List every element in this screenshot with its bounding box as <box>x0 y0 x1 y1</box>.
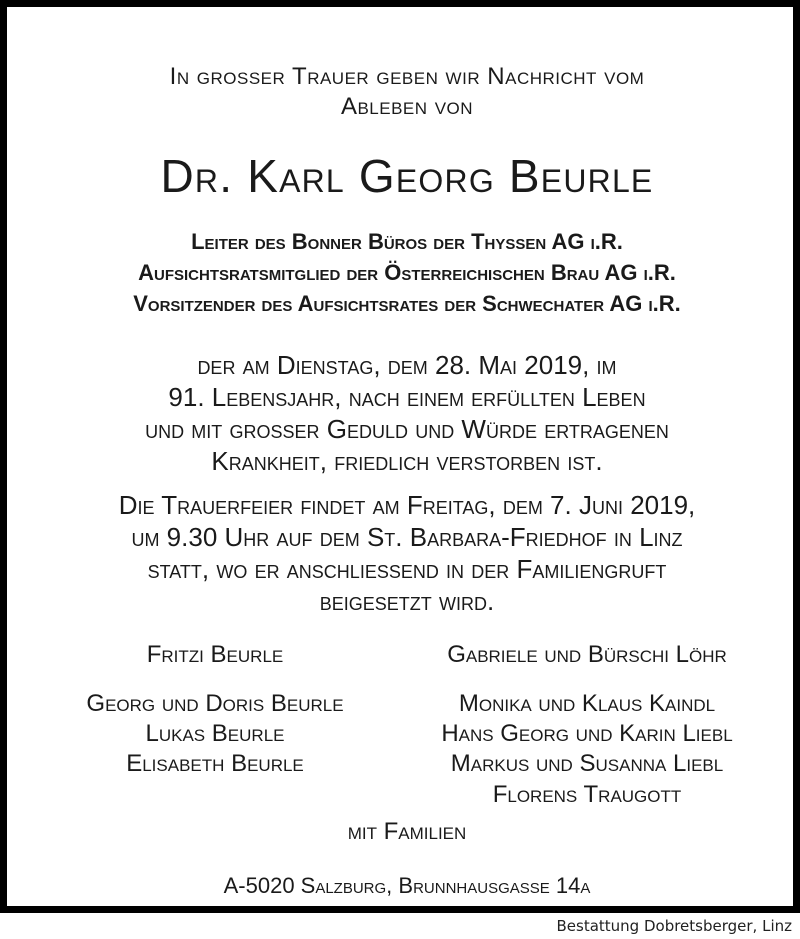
address: A-5020 Salzburg, Brunnhausgasse 14a <box>223 873 591 898</box>
death-notice-line-2: 91. Lebensjahr, nach einem erfüllten Leben <box>168 382 646 412</box>
intro-line-1: In grosser Trauer geben wir Nachricht vom <box>169 63 645 90</box>
mourner-right-4: Florens Traugott <box>492 781 682 808</box>
funeral-notice-line-4: beigesetzt wird. <box>319 586 495 616</box>
mourner-left-2: Lukas Beurle <box>145 720 285 747</box>
title-line-2: Aufsichtsratsmitglied der Österreichischen Brau AG i.R. <box>138 260 676 285</box>
death-notice-line-4: Krankheit, friedlich verstorben ist. <box>211 446 603 476</box>
mourner-right-3: Markus und Susanna Liebl <box>450 750 724 777</box>
mourner-left-top: Fritzi Beurle <box>146 641 284 668</box>
funeral-home-credit: Bestattung Dobretsberger, Linz <box>556 917 792 935</box>
funeral-notice-line-3: statt, wo er anschliessend in der Familiengruft <box>147 554 667 584</box>
mourner-right-top: Gabriele und Bürschi Löhr <box>447 641 727 668</box>
mourner-right-2: Hans Georg und Karin Liebl <box>441 720 733 747</box>
death-notice-line-1: der am Dienstag, dem 28. Mai 2019, im <box>197 350 617 380</box>
death-notice-line-3: und mit grosser Geduld und Würde ertragenen <box>145 414 669 444</box>
mourner-left-1: Georg und Doris Beurle <box>86 690 344 717</box>
with-families: mit Familien <box>347 818 467 845</box>
mourner-right-1: Monika und Klaus Kaindl <box>458 690 716 717</box>
funeral-notice-line-1: Die Trauerfeier findet am Freitag, dem 7. Juni 2019, <box>118 490 696 520</box>
title-line-3: Vorsitzender des Aufsichtsrates der Schwechater AG i.R. <box>133 291 681 316</box>
mourner-left-3: Elisabeth Beurle <box>126 750 304 777</box>
deceased-name: Dr. Karl Georg Beurle <box>160 150 654 202</box>
title-line-1: Leiter des Bonner Büros der Thyssen AG i.R. <box>191 229 623 254</box>
intro-line-2: Ableben von <box>340 93 474 120</box>
funeral-notice-line-2: um 9.30 Uhr auf dem St. Barbara-Friedhof in Linz <box>131 522 683 552</box>
